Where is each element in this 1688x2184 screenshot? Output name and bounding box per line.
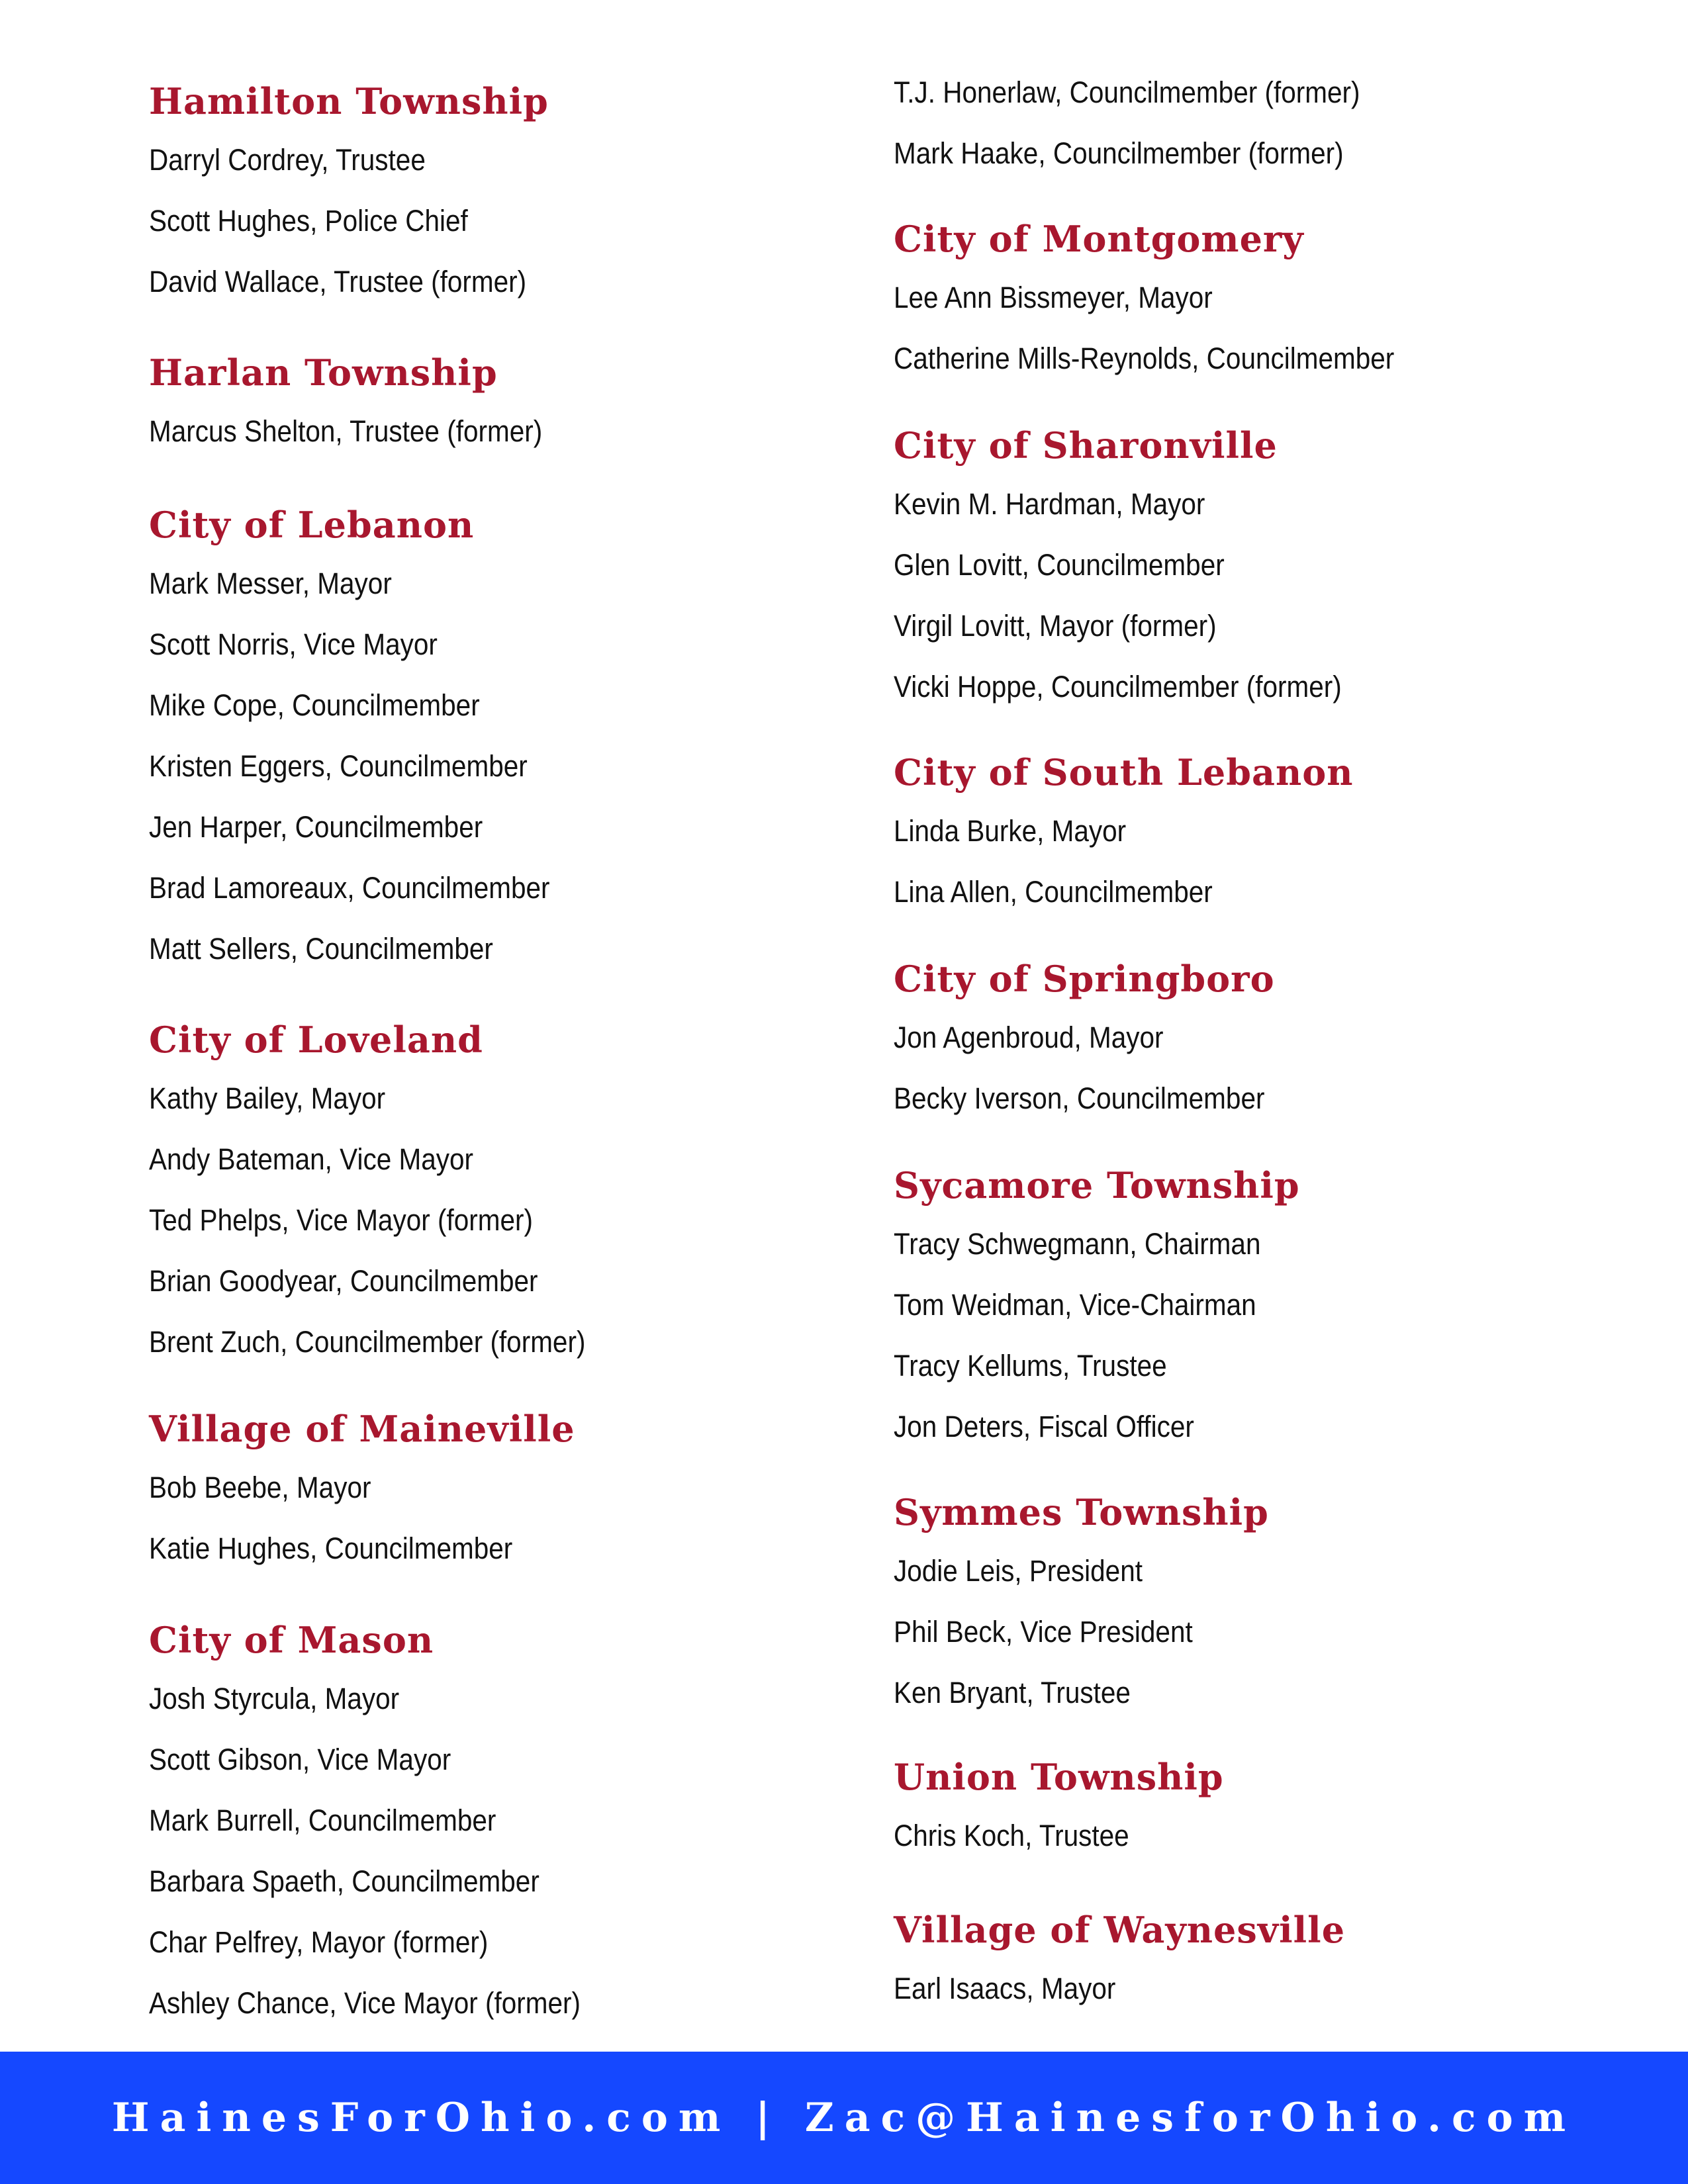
official-entry: Kevin M. Hardman, Mayor bbox=[894, 487, 1205, 521]
official-entry: David Wallace, Trustee (former) bbox=[149, 265, 527, 298]
official-entry: Char Pelfrey, Mayor (former) bbox=[149, 1925, 489, 1959]
section-city-of-sharonville bbox=[894, 417, 1391, 717]
official-entry: Marcus Shelton, Trustee (former) bbox=[149, 414, 543, 448]
official-entry: Katie Hughes, Councilmember bbox=[149, 1531, 513, 1565]
official-entry: Earl Isaacs, Mayor bbox=[894, 1972, 1116, 2005]
section-heading: City of Sharonville bbox=[894, 424, 1278, 467]
section-heading: Village of Waynesville bbox=[894, 1909, 1346, 1951]
section-sycamore-township bbox=[894, 1157, 1301, 1457]
section-heading: City of Montgomery bbox=[894, 218, 1304, 260]
official-entry: Andy Bateman, Vice Mayor bbox=[149, 1142, 474, 1176]
official-entry: Phil Beck, Vice President bbox=[894, 1615, 1193, 1649]
section-heading: Union Township bbox=[894, 1756, 1224, 1798]
official-entry: Linda Burke, Mayor bbox=[894, 814, 1127, 848]
section-harlan-township bbox=[149, 344, 586, 462]
official-entry: Glen Lovitt, Councilmember bbox=[894, 548, 1225, 582]
section-city-of-lebanon bbox=[149, 496, 594, 979]
official-entry: Darryl Cordrey, Trustee bbox=[149, 143, 426, 177]
section-heading: City of Springboro bbox=[894, 958, 1275, 1000]
official-entry: Matt Sellers, Councilmember bbox=[149, 932, 493, 966]
official-entry: Tracy Kellums, Trustee bbox=[894, 1349, 1167, 1383]
section-village-of-waynesville bbox=[894, 1901, 1345, 2019]
official-entry: Tom Weidman, Vice-Chairman bbox=[894, 1288, 1256, 1322]
official-entry: Barbara Spaeth, Councilmember bbox=[149, 1864, 539, 1898]
section-city-of-mason bbox=[149, 1612, 628, 2034]
official-entry: Jon Deters, Fiscal Officer bbox=[894, 1410, 1194, 1443]
section-heading: City of South Lebanon bbox=[894, 751, 1354, 794]
official-entry: Bob Beebe, Mayor bbox=[149, 1471, 371, 1504]
official-entry: Catherine Mills-Reynolds, Councilmember bbox=[894, 341, 1395, 375]
official-entry: Jen Harper, Councilmember bbox=[149, 810, 483, 844]
official-entry: Mark Burrell, Councilmember bbox=[149, 1803, 496, 1837]
section-heading: Symmes Township bbox=[894, 1491, 1269, 1533]
footer-contact-text: HainesForOhio.com | Zac@HainesforOhio.com bbox=[111, 2095, 1577, 2141]
section-village-of-maineville bbox=[149, 1400, 575, 1579]
official-entry: Mark Haake, Councilmember (former) bbox=[894, 136, 1344, 170]
official-entry: Kathy Bailey, Mayor bbox=[149, 1081, 386, 1115]
official-entry: Josh Styrcula, Mayor bbox=[149, 1682, 400, 1715]
official-entry: Ashley Chance, Vice Mayor (former) bbox=[149, 1986, 581, 2020]
official-entry: Brent Zuch, Councilmember (former) bbox=[149, 1325, 586, 1359]
section-heading: City of Loveland bbox=[149, 1019, 483, 1061]
official-entry: Scott Gibson, Vice Mayor bbox=[149, 1743, 451, 1776]
section-heading: City of Mason bbox=[149, 1619, 434, 1661]
official-entry: Ted Phelps, Vice Mayor (former) bbox=[149, 1203, 533, 1237]
official-entry: Lina Allen, Councilmember bbox=[894, 875, 1213, 909]
section-hamilton-township bbox=[149, 73, 569, 312]
section-city-of-montgomery bbox=[894, 210, 1450, 389]
official-entry: Lee Ann Bissmeyer, Mayor bbox=[894, 281, 1213, 314]
official-entry: Brad Lamoreaux, Councilmember bbox=[149, 871, 550, 905]
official-entry: Mike Cope, Councilmember bbox=[149, 688, 480, 722]
section-heading: Harlan Township bbox=[149, 351, 498, 394]
official-entry: Ken Bryant, Trustee bbox=[894, 1676, 1131, 1709]
section-city-of-south-lebanon bbox=[894, 744, 1354, 923]
section-symmes-township bbox=[894, 1484, 1269, 1723]
official-entry: Jon Agenbroud, Mayor bbox=[894, 1021, 1164, 1054]
official-entry: Scott Hughes, Police Chief bbox=[149, 204, 468, 238]
official-entry: Chris Koch, Trustee bbox=[894, 1819, 1129, 1852]
official-entry: Tracy Schwegmann, Chairman bbox=[894, 1227, 1261, 1261]
section-union-township bbox=[894, 1749, 1224, 1866]
official-entry: Vicki Hoppe, Councilmember (former) bbox=[894, 670, 1342, 704]
official-entry: Jodie Leis, President bbox=[894, 1554, 1143, 1588]
official-entry: Brian Goodyear, Councilmember bbox=[149, 1264, 538, 1298]
official-entry: Virgil Lovitt, Mayor (former) bbox=[894, 609, 1217, 643]
section-continued bbox=[894, 62, 1412, 184]
section-heading: Sycamore Township bbox=[894, 1164, 1300, 1206]
section-heading: Village of Maineville bbox=[149, 1408, 575, 1450]
section-heading: Hamilton Township bbox=[149, 80, 549, 122]
official-entry: Scott Norris, Vice Mayor bbox=[149, 627, 438, 661]
official-entry: Mark Messer, Mayor bbox=[149, 567, 392, 600]
official-entry: Becky Iverson, Councilmember bbox=[894, 1081, 1265, 1115]
section-heading: City of Lebanon bbox=[149, 504, 475, 546]
section-city-of-loveland bbox=[149, 1011, 634, 1373]
official-entry: T.J. Honerlaw, Councilmember (former) bbox=[894, 75, 1360, 109]
footer-bar bbox=[0, 2052, 1688, 2184]
official-entry: Kristen Eggers, Councilmember bbox=[149, 749, 528, 783]
section-city-of-springboro bbox=[894, 950, 1306, 1129]
